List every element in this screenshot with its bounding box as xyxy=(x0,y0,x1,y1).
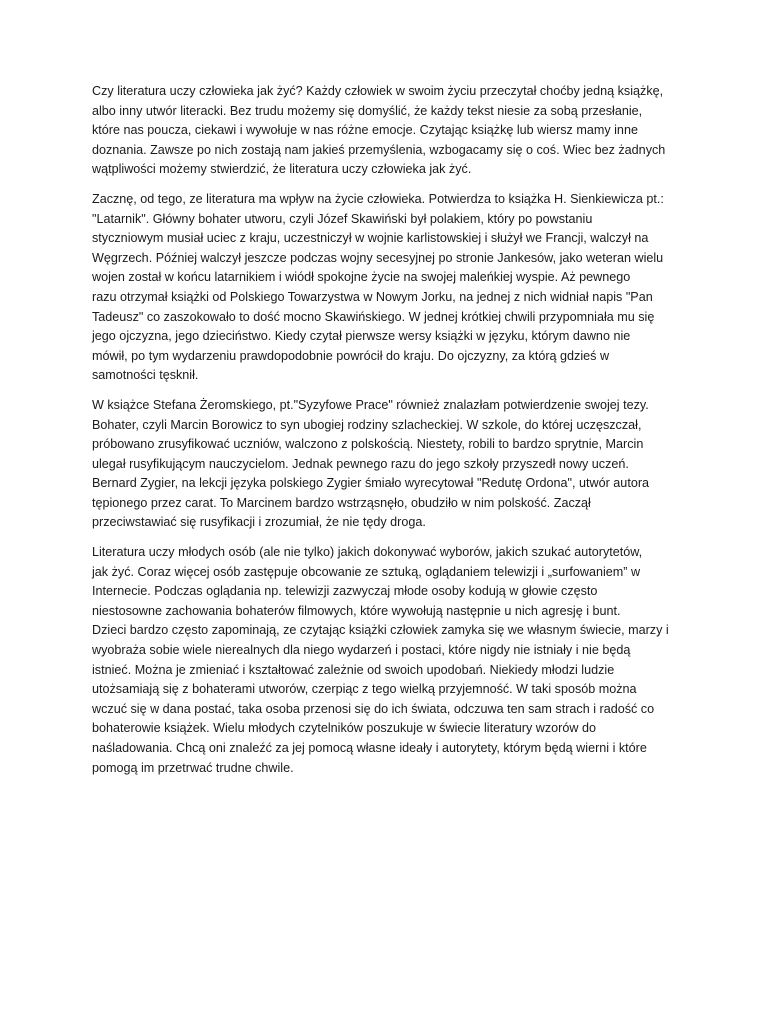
text-line: albo inny utwór literacki. Bez trudu możemy się domyślić, że każdy tekst niesie za sobą przesłanie, xyxy=(92,103,643,118)
text-line: doznania. Zawsze po nich zostają nam jakieś przemyślenia, wzbogacamy się o coś. Wiec bez żadnych xyxy=(92,142,666,157)
document-page xyxy=(92,82,676,788)
text-line: utożsamiają się z bohaterami utworów, czerpiąc z tego wielką przyjemność. W taki sposób można xyxy=(92,682,637,697)
text-line: bohaterowie książek. Wielu młodych czytelników poszukuje w świecie literatury wzorów do xyxy=(92,721,596,736)
paragraph-intro xyxy=(92,82,676,180)
text-line: razu otrzymał książki od Polskiego Towarzystwa w Nowym Jorku, na jednej z nich widniał napis "Pan xyxy=(92,289,653,304)
text-line: Literatura uczy młodych osób (ale nie tylko) jakich dokonywać wyborów, jakich szukać autorytetów, xyxy=(92,545,643,560)
text-line: przeciwstawiać się rusyfikacji i zrozumiał, że nie tędy droga. xyxy=(92,515,426,530)
text-line: Bohater, czyli Marcin Borowicz to syn ubogiej rodziny szlacheckiej. W szkole, do której uczęszczał, xyxy=(92,417,642,432)
text-line: wyobraża sobie wiele nierealnych dla niego wydarzeń i postaci, które nigdy nie istniały i nie będą xyxy=(92,643,631,658)
text-line: W książce Stefana Żeromskiego, pt."Syzyfowe Prace" również znalazłam potwierdzenie swojej tezy. xyxy=(92,397,649,412)
text-line: wczuć się w dana postać, taka osoba przenosi się do ich świata, odczuwa ten sam strach i radość co xyxy=(92,701,655,716)
paragraph-latarnik xyxy=(92,190,676,386)
text-line: tępionego przez carat. To Marcinem bardzo wstrząsnęło, obudziło w nim polskość. Zaczął xyxy=(92,495,591,510)
text-line: Zacznę, od tego, ze literatura ma wpływ na życie człowieka. Potwierdza to książka H. Sienkiewicza pt.: xyxy=(92,191,664,206)
text-line: które nas poucza, ciekawi i wywołuje w nas różne emocje. Czytając książkę lub wiersz mamy inne xyxy=(92,123,638,138)
text-line: samotności tęsknił. xyxy=(92,368,199,383)
text-line: Węgrzech. Później walczył jeszcze podczas wojny secesyjnej po stronie Jankesów, jako weteran wielu xyxy=(92,250,664,265)
text-line: "Latarnik". Główny bohater utworu, czyli Józef Skawiński był polakiem, który po powstaniu xyxy=(92,211,593,226)
text-line: naśladowania. Chcą oni znaleźć za jej pomocą własne ideały i autorytety, którym będą wierni i które xyxy=(92,741,647,755)
text-line: ulegał rusyfikującym nauczycielom. Jednak pewnego razu do jego szkoły przyszedł nowy uczeń. xyxy=(92,456,629,471)
paragraph-syzyfowe-prace xyxy=(92,396,676,533)
paragraph-conclusion xyxy=(92,543,676,778)
text-line: jego ojczyzna, jego dzieciństwo. Kiedy czytał pierwsze wersy książki w języku, którym dawno nie xyxy=(92,329,631,344)
text-line: Bernard Zygier, na lekcji języka polskiego Zygier śmiało wyrecytował "Redutę Ordona", utwór autora xyxy=(92,476,650,491)
text-line: Tadeusz" co zaszokowało to dość mocno Skawińskiego. W jednej krótkiej chwili przypomniała mu się xyxy=(92,309,655,324)
text-line: pomogą im przetrwać trudne chwile. xyxy=(92,760,294,775)
text-line: Internecie. Podczas oglądania np. telewizji zazwyczaj młode osoby kodują w głowie często xyxy=(92,584,598,599)
text-line: Dzieci bardzo często zapominają, ze czytając książki człowiek zamyka się we własnym świecie, marzy i xyxy=(92,623,669,638)
text-line: mówił, po tym wydarzeniu prawdopodobnie powrócił do kraju. Do ojczyzny, za którą gdzieś w xyxy=(92,348,610,363)
text-line: Czy literatura uczy człowieka jak żyć? Każdy człowiek w swoim życiu przeczytał choćby jedną książkę, xyxy=(92,84,664,98)
text-line: wątpliwości możemy stwierdzić, że literatura uczy człowieka jak żyć. xyxy=(92,162,472,177)
text-line: wojen został w końcu latarnikiem i wiódł spokojne życie na swojej maleńkiej wyspie. Aż pewnego xyxy=(92,270,631,285)
text-line: próbowano zrusyfikować uczniów, walczono z polskością. Niestety, robili to bardzo sprytnie, Marcin xyxy=(92,437,644,452)
text-line: jak żyć. Coraz więcej osób zastępuje obcowanie ze sztuką, oglądaniem telewizji i „surfowaniem” w xyxy=(92,564,641,579)
text-line: istnieć. Można je zmieniać i kształtować zależnie od swoich upodobań. Niekiedy młodzi ludzie xyxy=(92,662,615,677)
text-line: styczniowym musiał uciec z kraju, uczestniczył w wojnie karlistowskiej i służył we Francji, walczył na xyxy=(92,231,649,246)
text-line: niestosowne zachowania bohaterów filmowych, które wywołują następnie u nich agresję i bunt. xyxy=(92,603,621,618)
